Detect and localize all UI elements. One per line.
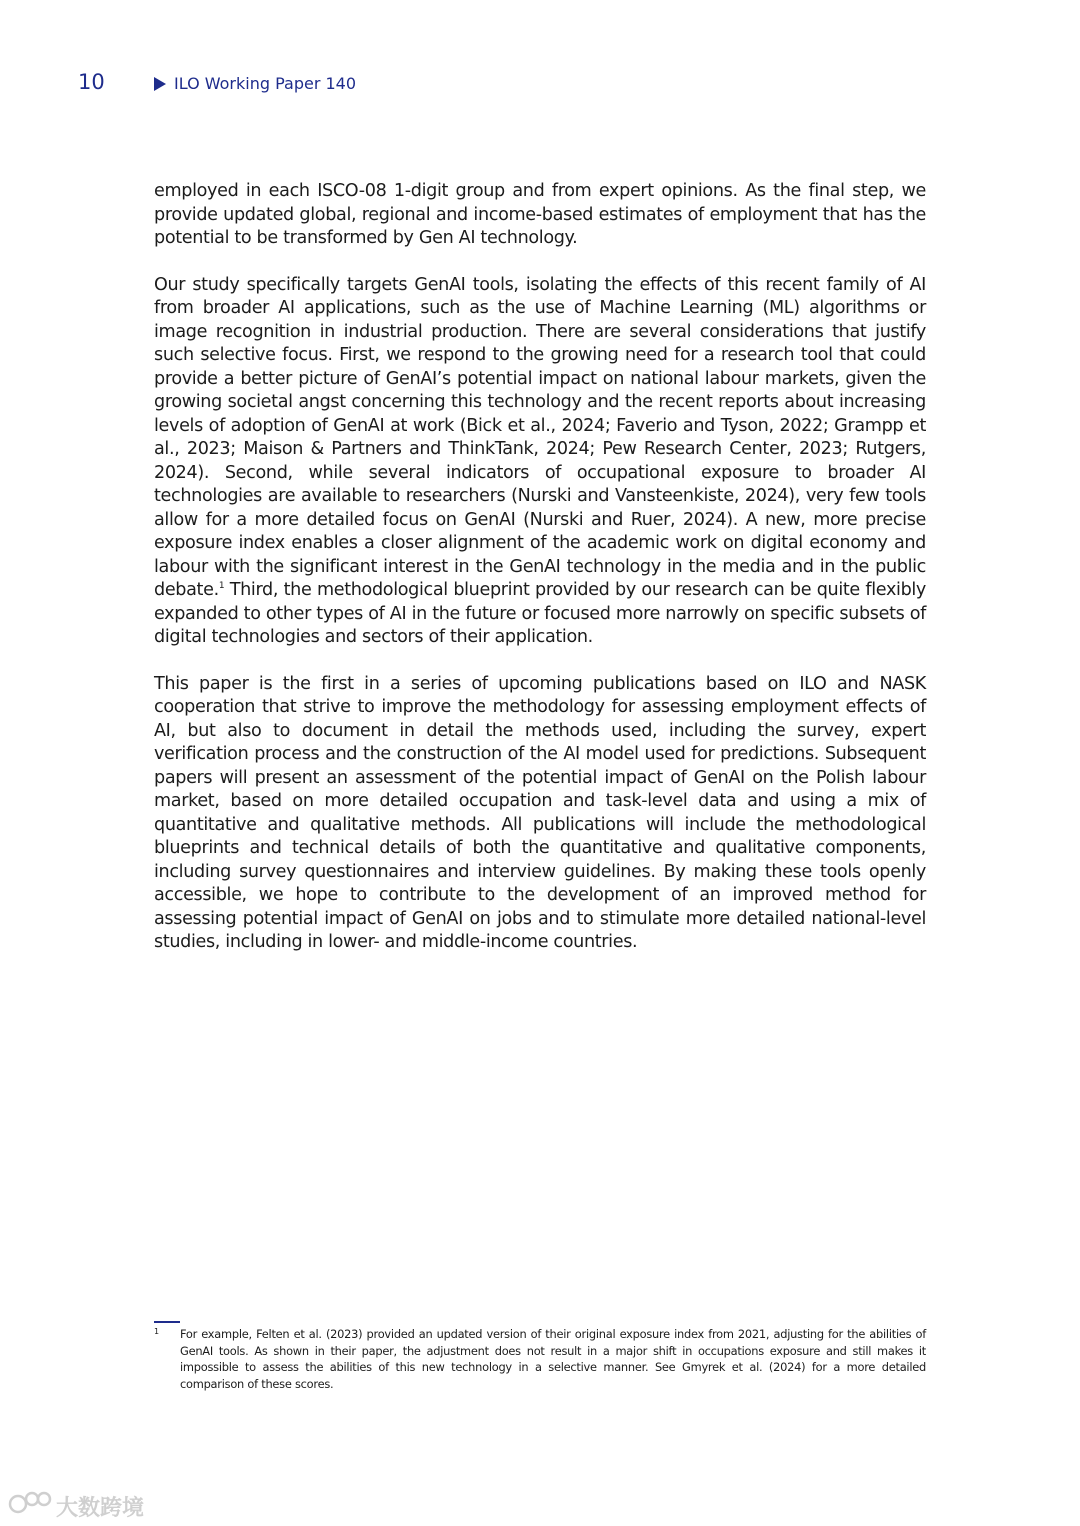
paragraph-3: This paper is the first in a series of upcoming publications based on ILO and NASK cooperation that strive to improve the methodology for assessing employment effects of AI, but also to document in detail the methods used, including the survey, expert verification process and the construction of the AI model used for predictions. Subsequent papers will present an assessment of the potential impact of GenAI on the Polish labour market, based on more detailed occupation and task-level data and using a mix of quantitative and qualitative methods. All publications will include the methodological blueprints and technical details of both the quantitative and qualitative components, including survey questionnaires and interview guidelines. By making these tools openly accessible, we hope to contribute to the development of an improved method for assessing potential impact of GenAI on jobs and to stimulate more detailed national-level studies, including in lower- and middle-income countries. (154, 673, 926, 952)
footnote-reference[interactable]: 1 (218, 581, 225, 592)
running-title: ILO Working Paper 140 (174, 74, 357, 93)
running-header (154, 74, 356, 93)
watermark-text: 大数跨境 (56, 1495, 145, 1521)
paragraph-1: employed in each ISCO-08 1-digit group and from expert opinions. As the final step, we provide updated global, regional and income-based estimates of employment that has the potential to be transformed by Gen AI technology. (154, 181, 926, 248)
footnote-divider (154, 1321, 180, 1323)
paragraph-2-part-2: Third, the methodological blueprint provided by our research can be quite flexibly expanded to other types of AI in the future or focused more narrowly on specific subsets of digital technologies and sectors of their application. (154, 580, 926, 647)
triangle-right-icon (154, 77, 166, 91)
footnote-number: 1 (154, 1327, 160, 1336)
footnote (154, 1326, 926, 1392)
watermark (8, 1490, 144, 1522)
paragraph-2 (154, 274, 926, 650)
paragraph-2-part-1: Our study specifically targets GenAI tools, isolating the effects of this recent family of AI from broader AI applications, such as the use of Machine Learning (ML) algorithms or image recognition in industrial production. There are several considerations that justify such selective focus. First, we respond to the growing need for a research tool that could provide a better picture of GenAI’s potential impact on national labour markets, given the growing societal angst concerning this technology and the recent reports about increasing levels of adoption of GenAI at work (Bick et al., 2024; Faverio and Tyson, 2022; Grampp et al., 2023; Maison & Partners and ThinkTank, 2024; Pew Research Center, 2023; Rutgers, 2024). Second, while several indicators of occupational exposure to broader AI technologies are available to researchers (Nurski and Vansteenkiste, 2024), very few tools allow for a more detailed focus on GenAI (Nurski and Ruer, 2024). A new, more precise exposure index enables a closer alignment of the academic work on digital economy and labour with the significant interest in the GenAI technology in the media and in the public debate. (154, 274, 926, 600)
footnote-text: For example, Felten et al. (2023) provided an updated version of their original exposure index from 2021, adjusting for the abilities of GenAI tools. As shown in their paper, the adjustment does not result in a major shift in occupations exposure and still makes it impossible to assess the abilities of this new technology in a selective manner. See Gmyrek et al. (2024) for a more detailed comparison of these scores. (180, 1327, 926, 1391)
body-text (154, 180, 926, 978)
logo-icon (8, 1490, 52, 1522)
page-number: 10 (78, 70, 105, 94)
